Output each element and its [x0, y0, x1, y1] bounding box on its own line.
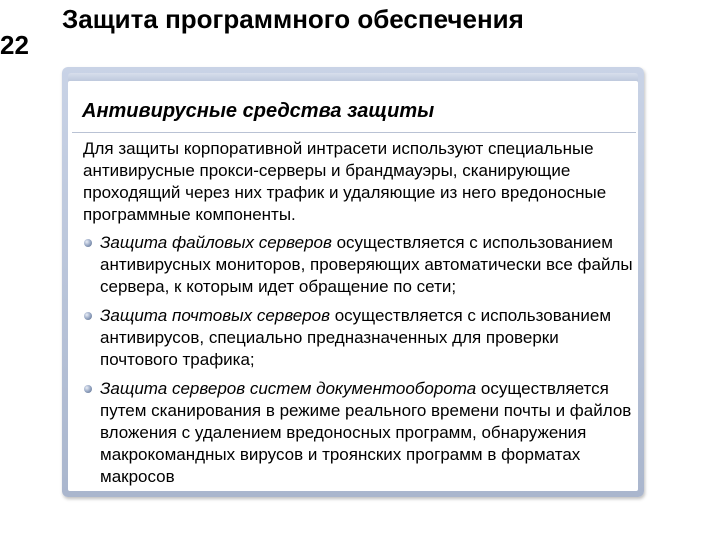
bullet-list: [83, 232, 633, 488]
bullet-icon: [84, 385, 92, 393]
slide-title: Защита программного обеспечения: [62, 4, 524, 34]
bullet-lead: Защита почтовых серверов: [100, 306, 330, 325]
list-item: [83, 305, 633, 371]
bullet-lead: Защита файловых серверов: [100, 233, 332, 252]
list-item: [83, 378, 633, 488]
list-item: [83, 232, 633, 298]
bullet-text: осуществляется путем сканирования в режиме реального времени почты и файлов вложения с удалением вредоносных программ, обнаружения макрокомандных вирусов и троянских программ в форматах макросов: [100, 379, 632, 486]
section-title: Антивирусные средства защиты: [82, 100, 435, 122]
slide-number: 22: [0, 30, 29, 60]
bullet-text: осуществляется с использованием антивирусных мониторов, проверяющих автоматически все файлы сервера, к которым идет обращение по сети;: [100, 233, 633, 296]
intro-paragraph: Для защиты корпоративной интрасети используют специальные антивирусные прокси-серверы и брандмауэры, сканирующие проходящий через них трафик и удаляющие из него вредоносные программные компоненты.: [83, 139, 607, 224]
bullet-icon: [84, 312, 92, 320]
bullet-text: осуществляется с использованием антивирусов, специально предназначенных для проверки почтового трафика;: [100, 306, 612, 369]
bullet-icon: [84, 239, 92, 247]
bullet-lead: Защита серверов систем документооборота: [100, 379, 477, 398]
section-divider: [72, 132, 636, 133]
panel-content: [83, 138, 633, 495]
